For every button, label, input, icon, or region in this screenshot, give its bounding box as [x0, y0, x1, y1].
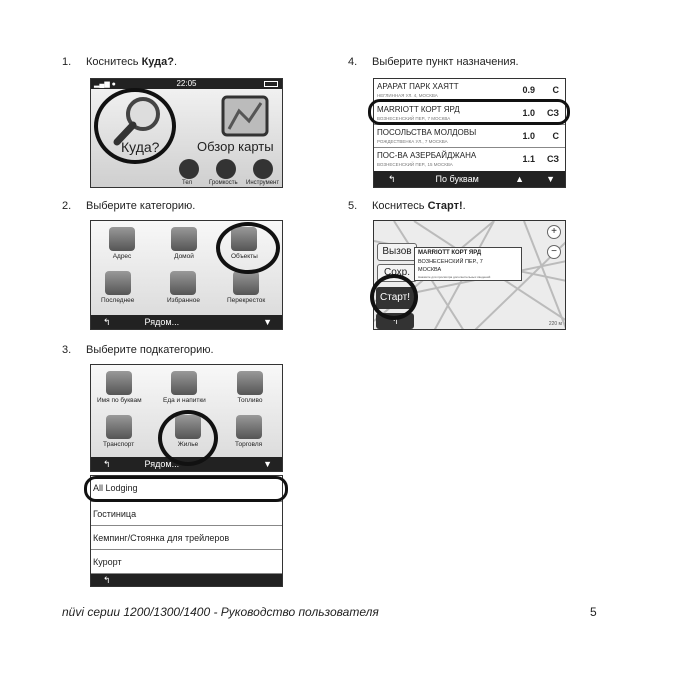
fork-knife-icon — [171, 371, 197, 395]
bottom-bar — [374, 171, 565, 187]
list-item[interactable]: Гостиница — [91, 502, 282, 526]
icon-intersection[interactable]: Перекресток — [227, 271, 265, 304]
bottom-bar — [91, 574, 282, 586]
step-2 — [62, 200, 312, 214]
up-arrow-icon[interactable]: ▲ — [515, 174, 525, 184]
icon-shopping[interactable]: Торговля — [235, 415, 262, 448]
call-button[interactable]: Вызов — [377, 243, 417, 261]
step-text: Выберите категорию. — [86, 200, 196, 212]
icon-fuel[interactable]: Топливо — [237, 371, 263, 404]
page-number: 5 — [590, 605, 597, 619]
screen-results — [373, 78, 566, 188]
back-button[interactable]: ↰ — [376, 313, 414, 329]
signal-icon: ▂▄▆ ● — [94, 81, 116, 88]
step-text: Выберите пункт назначения. — [372, 56, 519, 68]
step-number: 4. — [348, 56, 358, 68]
zoom-in-button[interactable]: + — [547, 225, 561, 239]
step-text: Коснитесь Старт!. — [372, 200, 466, 212]
result-row[interactable]: ПОСОЛЬСТВА МОЛДОВЫ РОЖДЕСТВЕНКА УЛ., 7 МОСКВА 1.0 С — [374, 125, 565, 148]
icon-spell-name[interactable]: Имя по буквам — [97, 371, 142, 404]
list-item[interactable]: All Lodging — [91, 476, 282, 502]
highlight-circle — [94, 88, 176, 164]
step-5 — [348, 200, 598, 214]
near-button[interactable]: Рядом... — [144, 317, 180, 327]
map-label: Обзор карты — [197, 139, 274, 154]
intersection-icon — [233, 271, 259, 295]
highlight-circle — [216, 222, 280, 274]
back-icon[interactable]: ↰ — [103, 316, 111, 327]
start-button[interactable]: Старт! — [376, 287, 414, 309]
home-icon — [171, 227, 197, 251]
highlight-rounded-box — [84, 476, 288, 502]
popup-hint: Нажмите для просмотра дополнительных сведений — [418, 275, 491, 279]
popup-title: MARRIOTT КОРТ ЯРД — [418, 250, 482, 256]
zoom-out-button[interactable]: − — [547, 245, 561, 259]
clock: 22:05 — [176, 79, 197, 88]
volume-button[interactable] — [216, 159, 236, 179]
result-row[interactable]: ПОС-ВА АЗЕРБАЙДЖАНА ВОЗНЕСЕНСКИЙ ПЕР., 15 МОСКВА 1.1 СЗ — [374, 148, 565, 173]
save-button[interactable]: Сохр. — [377, 264, 417, 282]
icon-food[interactable]: Еда и напитки — [163, 371, 206, 404]
down-arrow-icon[interactable]: ▼ — [546, 174, 555, 184]
bottom-bar — [91, 315, 282, 329]
back-icon[interactable]: ↰ — [103, 574, 111, 585]
battery-icon — [264, 81, 278, 87]
step-1 — [62, 56, 312, 70]
result-row[interactable]: АРАРАТ ПАРК ХАЯТТ НЕГЛИННАЯ УЛ. 4, МОСКВА 0.9 С — [374, 79, 565, 102]
airplane-icon — [106, 415, 132, 439]
down-arrow-icon[interactable]: ▼ — [263, 459, 272, 469]
icon-favorites[interactable]: Избранное — [167, 271, 200, 304]
status-bar — [91, 79, 282, 89]
near-button[interactable]: Рядом... — [144, 459, 180, 469]
down-arrow-icon[interactable]: ▼ — [263, 317, 272, 327]
step-number: 1. — [62, 56, 72, 68]
info-popup[interactable] — [414, 247, 522, 281]
step-4 — [348, 56, 598, 70]
spell-button[interactable]: По буквам — [435, 174, 479, 184]
popup-city: МОСКВА — [418, 267, 442, 273]
highlight-circle — [158, 410, 218, 466]
icon-lodging[interactable]: Жилье — [175, 415, 201, 448]
spell-icon — [106, 371, 132, 395]
back-icon[interactable]: ↰ — [103, 458, 111, 469]
icon-recent[interactable]: Последнее — [101, 271, 134, 304]
map-icon — [221, 95, 269, 137]
back-icon[interactable]: ↰ — [388, 173, 396, 184]
phone-button[interactable] — [179, 159, 199, 179]
list-item[interactable]: Кемпинг/Стоянка для трейлеров — [91, 526, 282, 550]
step-number: 2. — [62, 200, 72, 212]
phone-label: Тел — [182, 180, 192, 186]
clock-icon — [105, 271, 131, 295]
tools-label: Инструмент — [246, 180, 280, 186]
heart-icon — [170, 271, 196, 295]
step-number: 5. — [348, 200, 358, 212]
result-row[interactable]: MARRIOTT КОРТ ЯРД ВОЗНЕСЕНСКИЙ ПЕР., 7 МОСКВА 1.0 СЗ — [374, 102, 565, 125]
tools-button[interactable] — [253, 159, 273, 179]
fuel-icon — [237, 371, 263, 395]
icon-home[interactable]: Домой — [171, 227, 197, 260]
where-to-label: Куда? — [121, 139, 160, 155]
volume-label: Громкость — [209, 180, 238, 186]
highlight-rounded-box — [368, 99, 570, 125]
map-scale: 220 м — [548, 321, 562, 327]
shopping-icon — [236, 415, 262, 439]
popup-address: ВОЗНЕСЕНСКИЙ ПЕР., 7 — [418, 259, 483, 265]
step-text: Выберите подкатегорию. — [86, 344, 214, 356]
address-icon — [109, 227, 135, 251]
list-item[interactable]: Курорт — [91, 550, 282, 574]
icon-poi[interactable]: Объекты — [231, 227, 258, 260]
step-text: Коснитесь Куда?. — [86, 56, 178, 68]
page-footer: nüvi серии 1200/1300/1400 - Руководство пользователя — [62, 605, 379, 619]
step-3 — [62, 344, 312, 358]
step-number: 3. — [62, 344, 72, 356]
icon-address[interactable]: Адрес — [109, 227, 135, 260]
highlight-circle — [370, 274, 418, 320]
icon-transport[interactable]: Транспорт — [103, 415, 134, 448]
